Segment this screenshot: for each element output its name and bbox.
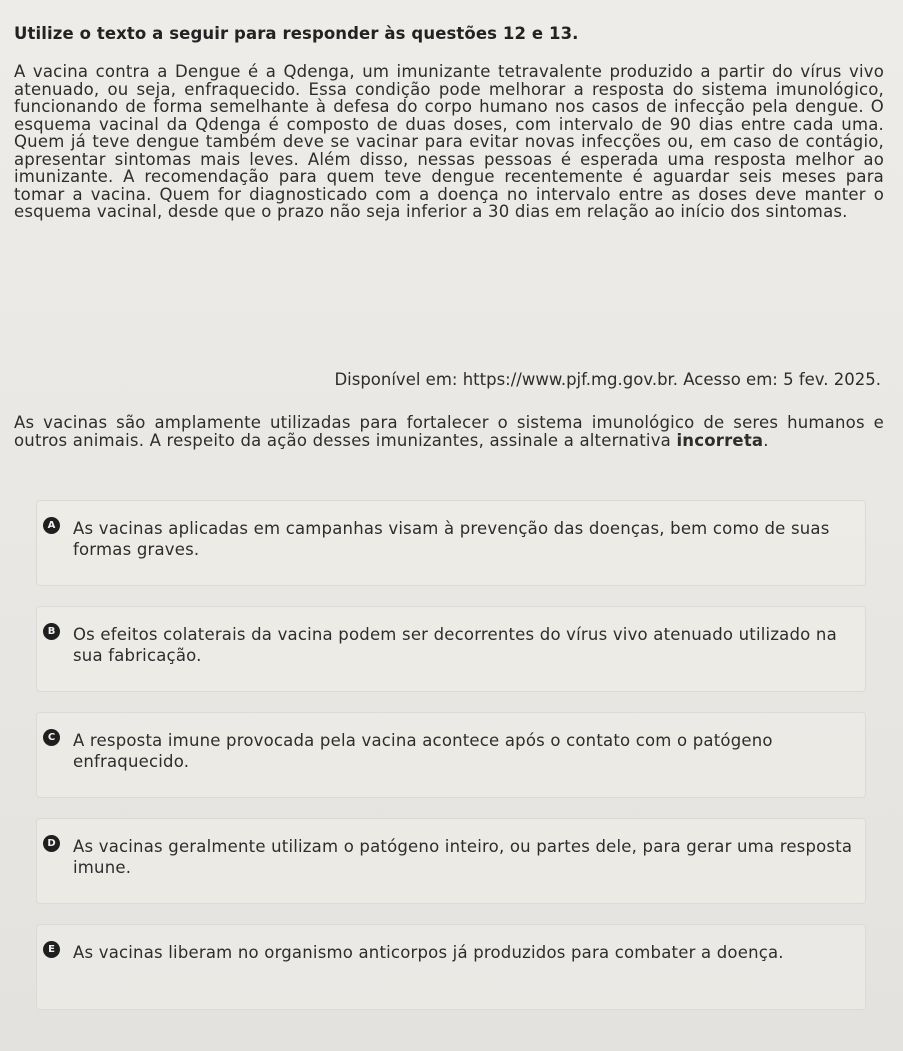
source-citation: Disponível em: https://www.pjf.mg.gov.br. Acesso em: 5 fev. 2025. xyxy=(334,370,881,389)
question-stem xyxy=(14,414,884,449)
option-a-text: As vacinas aplicadas em campanhas visam à prevenção das doenças, bem como de suas formas graves. xyxy=(73,519,830,559)
option-b-text: Os efeitos colaterais da vacina podem ser decorrentes do vírus vivo atenuado utilizado na sua fabricação. xyxy=(73,625,837,665)
question-emphasis: incorreta xyxy=(676,430,764,450)
option-a[interactable] xyxy=(36,500,866,586)
option-c-badge: C xyxy=(43,729,60,746)
option-b[interactable] xyxy=(36,606,866,692)
option-e[interactable] xyxy=(36,924,866,1010)
option-c-text: A resposta imune provocada pela vacina acontece após o contato com o patógeno enfraquecido. xyxy=(73,731,773,771)
option-e-badge: E xyxy=(43,941,60,958)
option-e-text: As vacinas liberam no organismo anticorpos já produzidos para combater a doença. xyxy=(73,943,784,962)
question-stem-text: As vacinas são amplamente utilizadas para fortalecer o sistema imunológico de seres humanos e outros animais. A respeito da ação desses imunizantes, assinale a alternativa xyxy=(14,413,884,450)
answer-options xyxy=(36,500,866,1030)
option-b-badge: B xyxy=(43,623,60,640)
option-c[interactable] xyxy=(36,712,866,798)
intro-heading: Utilize o texto a seguir para responder às questões 12 e 13. xyxy=(14,24,579,43)
question-stem-end: . xyxy=(763,430,769,450)
passage-text: A vacina contra a Dengue é a Qdenga, um imunizante tetravalente produzido a partir do vírus vivo atenuado, ou seja, enfraquecido. Essa condição pode melhorar a resposta do sistema imunológico, funcionando de forma semelhante à defesa do corpo humano nos casos de infecção pela dengue. O esquema vacinal da Qdenga é composto de duas doses, com intervalo de 90 dias entre cada uma. Quem já teve dengue também deve se vacinar para evitar novas infecções ou, em caso de contágio, apresentar sintomas mais leves. Além disso, nessas pessoas é esperada uma resposta melhor ao imunizante. A recomendação para quem teve dengue recentemente é aguardar seis meses para tomar a vacina. Quem for diagnosticado com a doença no intervalo entre as doses deve manter o esquema vacinal, desde que o prazo não seja inferior a 30 dias em relação ao início dos sintomas. xyxy=(14,62,884,221)
option-d-text: As vacinas geralmente utilizam o patógeno inteiro, ou partes dele, para gerar uma resposta imune. xyxy=(73,837,853,877)
option-a-badge: A xyxy=(43,517,60,534)
option-d-badge: D xyxy=(43,835,60,852)
option-d[interactable] xyxy=(36,818,866,904)
